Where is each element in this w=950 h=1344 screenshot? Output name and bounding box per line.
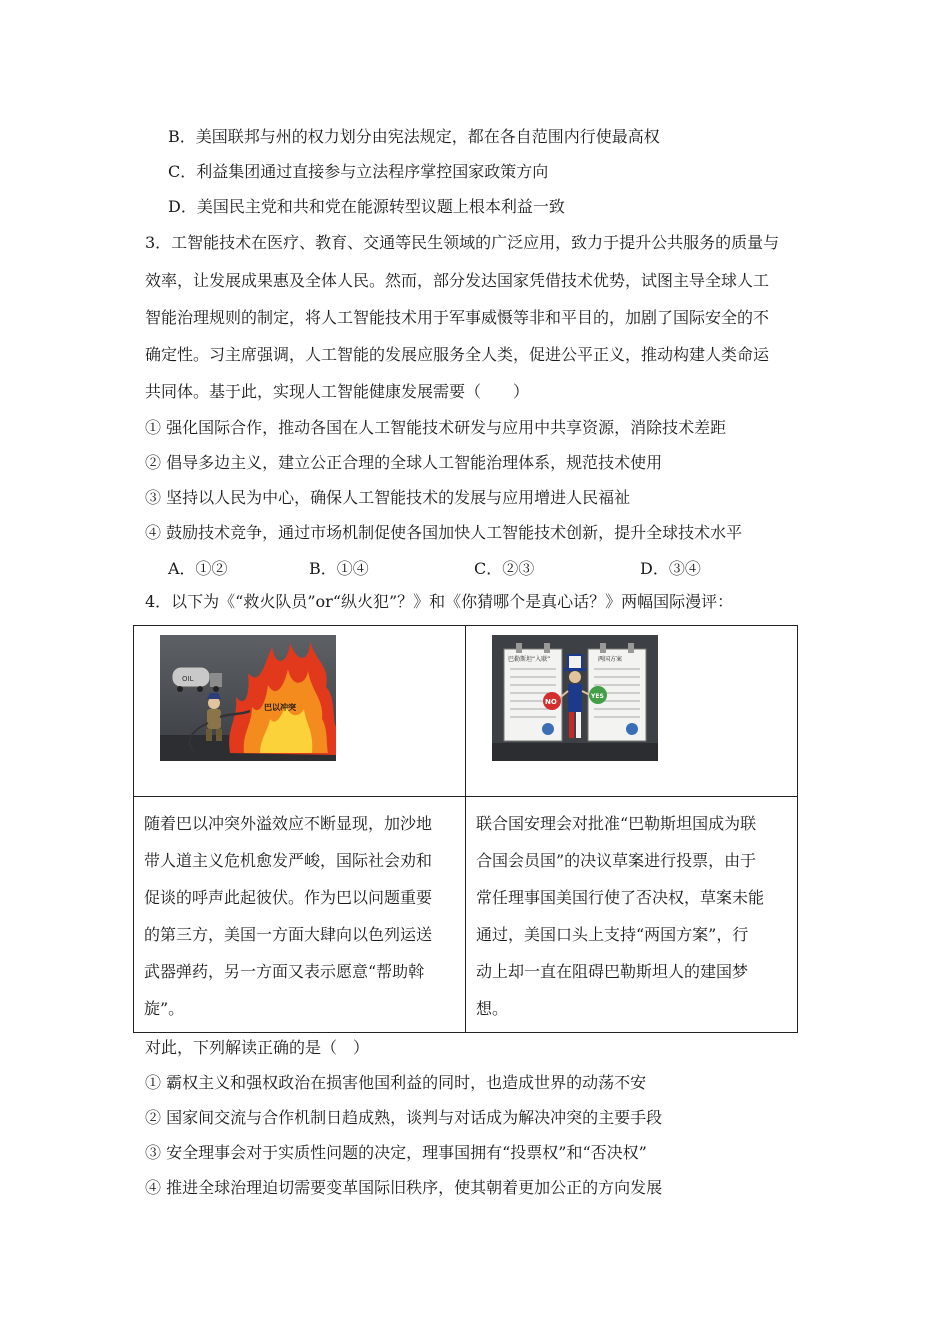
fire-label: 巴以冲突 — [264, 703, 296, 712]
q3-stem-line: 确定性。习主席强调，人工智能的发展应服务全人类，促进公平正义，推动构建人类命运 — [145, 345, 770, 364]
comic2-caption-line: 想。 — [476, 999, 509, 1018]
left-doc-title: 巴勒斯坦“入联” — [508, 656, 551, 663]
q3-item-4: ④ 鼓励技术竞争，通过市场机制促使各国加快人工智能技术创新，提升全球技术水平 — [145, 523, 743, 542]
q3-item-1: ① 强化国际合作，推动各国在人工智能技术研发与应用中共享资源，消除技术差距 — [145, 418, 727, 437]
comic2-caption-line: 联合国安理会对批准“巴勒斯坦国成为联 — [476, 814, 757, 833]
comic2-image — [492, 635, 658, 761]
comic1-caption-line: 的第三方，美国一方面大肆向以色列运送 — [144, 925, 433, 944]
choice-a: A．①② — [168, 559, 228, 578]
q4-item-1: ① 霸权主义和强权政治在损害他国利益的同时，也造成世界的动荡不安 — [145, 1073, 647, 1092]
un-emblem-icon — [542, 723, 554, 735]
q4-item-2: ② 国家间交流与合作机制日趋成熟，谈判与对话成为解决冲突的主要手段 — [145, 1108, 663, 1127]
comic2-cell — [466, 626, 798, 797]
tanker-label: OIL — [182, 675, 194, 683]
comic1-caption-line: 随着巴以冲突外溢效应不断显现，加沙地 — [144, 814, 433, 833]
q4-item-4: ④ 推进全球治理迫切需要变革国际旧秩序，使其朝着更加公正的方向发展 — [145, 1178, 663, 1197]
comic1-caption-line: 武器弹药，另一方面又表示愿意“帮助斡 — [144, 962, 425, 981]
comic1-image — [160, 635, 336, 761]
choice-b: B．①④ — [309, 559, 369, 578]
no-sign: NO — [545, 698, 557, 706]
q4-item-3: ③ 安全理事会对于实质性问题的决定，理事国拥有“投票权”和“否决权” — [145, 1143, 647, 1162]
comic1-caption-line: 带人道主义危机愈发严峻，国际社会劝和 — [144, 851, 433, 870]
comic2-caption-line: 合国会员国”的决议草案进行投票，由于 — [476, 851, 757, 870]
q3-stem-line: 3．工智能技术在医疗、教育、交通等民生领域的广泛应用，致力于提升公共服务的质量与 — [145, 233, 780, 252]
q3-stem-line: 共同体。基于此，实现人工智能健康发展需要（ ） — [145, 382, 530, 401]
comic1-caption — [134, 797, 466, 1033]
comic2-caption-line: 动上却一直在阻碍巴勒斯坦人的建国梦 — [476, 962, 749, 981]
comic2-caption-line: 常任理事国美国行使了否决权，草案未能 — [476, 888, 765, 907]
q4-ask: 对此，下列解读正确的是（ ） — [145, 1038, 370, 1057]
option-c: C．利益集团通过直接参与立法程序掌控国家政策方向 — [168, 162, 549, 181]
comic2-caption-line: 通过，美国口头上支持“两国方案”，行 — [476, 925, 749, 944]
q3-item-3: ③ 坚持以人民为中心，确保人工智能技术的发展与应用增进人民福祉 — [145, 488, 631, 507]
q3-item-2: ② 倡导多边主义，建立公正合理的全球人工智能治理体系，规范技术使用 — [145, 453, 663, 472]
un-emblem-icon — [626, 723, 638, 735]
choice-c: C．②③ — [474, 559, 535, 578]
option-d: D．美国民主党和共和党在能源转型议题上根本利益一致 — [168, 197, 565, 216]
q3-stem-line: 效率，让发展成果惠及全体人民。然而，部分发达国家凭借技术优势，试图主导全球人工 — [145, 271, 770, 290]
q4-stem: 4．以下为《“救火队员”or“纵火犯”？》和《你猜哪个是真心话？》两幅国际漫评： — [145, 592, 734, 611]
option-b: B．美国联邦与州的权力划分由宪法规定，都在各自范围内行使最高权 — [168, 127, 660, 146]
comic2-caption — [466, 797, 798, 1033]
comics-table — [133, 625, 798, 1033]
comic1-cell — [134, 626, 466, 797]
comic1-caption-line: 促谈的呼声此起彼伏。作为巴以问题重要 — [144, 888, 433, 907]
q3-choices — [168, 558, 788, 580]
comic1-caption-line: 旋”。 — [144, 999, 185, 1018]
choice-d: D．③④ — [640, 559, 701, 578]
right-doc-title: 两国方案 — [598, 656, 623, 663]
q3-stem-line: 智能治理规则的制定，将人工智能技术用于军事威慑等非和平目的，加剧了国际安全的不 — [145, 308, 770, 327]
yes-sign: YES — [591, 693, 604, 700]
